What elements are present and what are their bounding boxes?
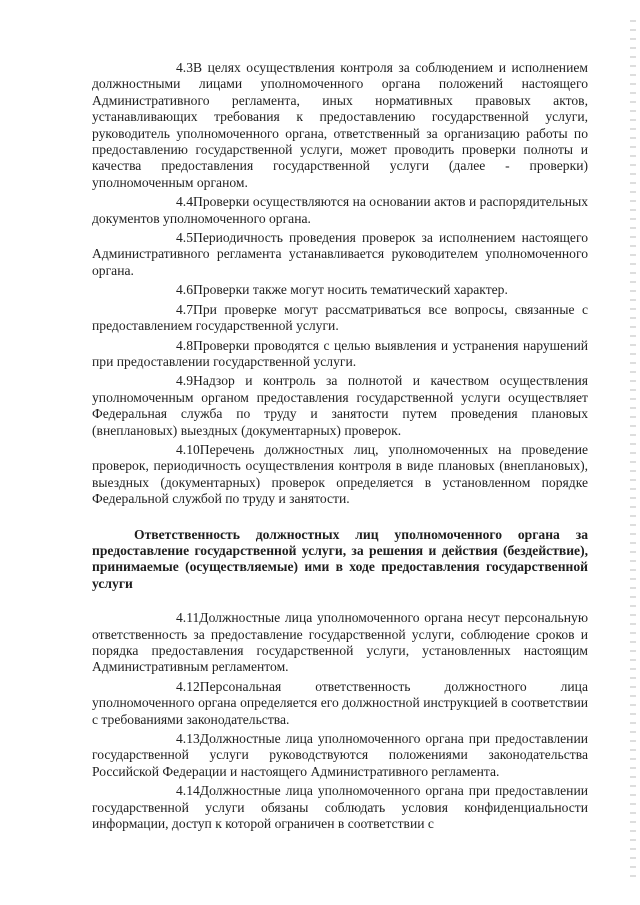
paragraph-4-12 [92, 679, 588, 728]
paragraph-4-3 [92, 60, 588, 191]
paragraph-text: Должностные лица уполномоченного органа при предоставлении государственной услуги руководствуются положениями законодательства Российской Федерации и настоящего Административного регламента. [92, 731, 588, 779]
paragraph-text: При проверке могут рассматриваться все вопросы, связанные с предоставлением государственной услуги. [92, 301, 588, 334]
paragraph-text: Должностные лица уполномоченного органа несут персональную ответственность за предоставление государственной услуги, соблюдение сроков и порядка предоставления государственной услуги, установленных настоящим Административным регламентом. [92, 610, 588, 675]
paragraph-text: Проверки осуществляются на основании актов и распорядительных документов уполномоченного органа. [92, 194, 588, 226]
paragraph-number: 4.3 [176, 60, 193, 75]
paragraph-number: 4.6 [176, 282, 193, 298]
paragraph-4-8 [92, 338, 588, 371]
scan-edge-marks [630, 20, 636, 880]
paragraph-text: Надзор и контроль за полнотой и качеством осуществления уполномоченным органом предоставления государственной услуги осуществляет Федеральная служба по труду и занятости путем проведения плановых (внеплановых) выездных (документарных) проверок. [92, 373, 588, 438]
paragraph-number: 4.11 [176, 610, 200, 626]
paragraph-number: 4.8 [176, 337, 193, 353]
paragraph-text: Перечень должностных лиц, уполномоченных на проведение проверок, периодичность осуществления контроля в виде плановых (внеплановых), выездных (документарных) проверок определяется в установленном порядке Федеральной службой по труду и занятости. [92, 441, 588, 507]
paragraph-text: Проверки также могут носить тематический характер. [193, 282, 508, 298]
paragraph-4-4 [92, 194, 588, 227]
paragraph-number: 4.12 [176, 678, 200, 694]
paragraph-4-13 [92, 731, 588, 780]
paragraph-number: 4.14 [176, 783, 200, 799]
document-body [92, 60, 588, 835]
paragraph-number: 4.5 [176, 230, 193, 246]
paragraph-text: В целях осуществления контроля за соблюдением и исполнением должностными лицами уполномоченного органа положений настоящего Административного регламента, иных нормативных правовых актов, устанавливающих требования к предоставлению государственной услуги, руководитель уполномоченного органа, ответственный за организацию работы по предоставлению государственной услуги, может проводить проверки полноты и качества предоставления государственной услуги (далее - проверки) уполномоченным органом. [92, 60, 588, 190]
paragraph-number: 4.7 [176, 301, 193, 317]
paragraph-text: Периодичность проведения проверок за исполнением настоящего Административного регламента устанавливается руководителем уполномоченного органа. [92, 230, 588, 278]
paragraph-text: Персональная ответственность должностного лица уполномоченного органа определяется его должностной инструкцией в соответствии с требованиями законодательства. [92, 678, 588, 727]
paragraph-text: Должностные лица уполномоченного органа при предоставлении государственной услуги обязаны соблюдать условия конфиденциальности информации, доступ к которой ограничен в соответствии с [92, 783, 588, 832]
paragraph-number: 4.4 [176, 194, 193, 210]
paragraph-text: Проверки проводятся с целью выявления и устранения нарушений при предоставлении государственной услуги. [92, 337, 588, 369]
paragraph-4-6 [92, 282, 588, 298]
paragraph-4-9 [92, 373, 588, 439]
paragraph-number: 4.13 [176, 731, 200, 747]
paragraph-4-14 [92, 783, 588, 832]
paragraph-number: 4.9 [176, 373, 193, 389]
section-heading: Ответственность должностных лиц уполномоченного органа за предоставление государственной услуги, за решения и действия (бездействие), принимаемые (осуществляемые) ими в ходе предоставления государственной услуги [92, 526, 588, 591]
spacer [92, 511, 588, 517]
paragraph-4-11 [92, 610, 588, 676]
paragraph-number: 4.10 [176, 441, 200, 457]
paragraph-4-5 [92, 230, 588, 279]
paragraph-4-10 [92, 442, 588, 508]
paragraph-4-7 [92, 302, 588, 335]
